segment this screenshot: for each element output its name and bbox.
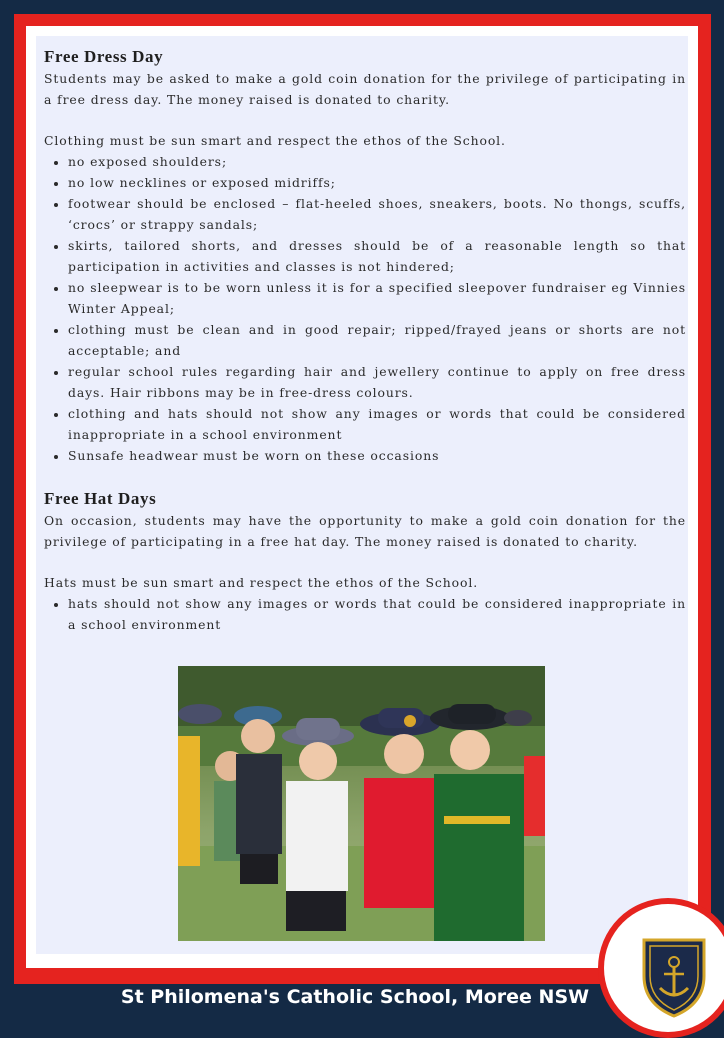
list-item: • clothing must be clean and in good repair; ripped/frayed jeans or shorts are not acceptable; and — [68, 319, 686, 361]
section-heading-free-hat-days: Free Hat Days — [44, 489, 157, 508]
list-item: • no low necklines or exposed midriffs; — [68, 172, 686, 193]
list-item: • no exposed shoulders; — [68, 151, 686, 172]
free-hat-intro: On occasion, students may have the opportunity to make a gold coin donation for the privilege of participating in a free hat day. The money raised is donated to charity. — [44, 513, 686, 549]
students-in-hats-photo — [178, 666, 545, 941]
list-item: • footwear should be enclosed – flat-heeled shoes, sneakers, boots. No thongs, scuffs, ‘crocs’ or strappy sandals; — [68, 193, 686, 235]
school-crest-badge — [598, 898, 724, 1038]
document-text — [44, 46, 686, 635]
list-item: • hats should not show any images or words that could be considered inappropriate in a school environment — [68, 593, 686, 635]
clothing-rules-list — [44, 151, 686, 466]
list-item: • skirts, tailored shorts, and dresses should be of a reasonable length so that participation in activities and classes is not hindered; — [68, 235, 686, 277]
content-panel — [36, 36, 688, 954]
section-heading-free-dress-day: Free Dress Day — [44, 47, 164, 66]
clothing-rule-lead: Clothing must be sun smart and respect the ethos of the School. — [44, 133, 506, 148]
footer-school-name: St Philomena's Catholic School, Moree NSW — [120, 986, 590, 1008]
free-dress-intro: Students may be asked to make a gold coin donation for the privilege of participating in a free dress day. The money raised is donated to charity. — [44, 71, 686, 107]
hat-rules-list — [44, 593, 686, 635]
list-item: • no sleepwear is to be worn unless it is for a specified sleepover fundraiser eg Vinnies Winter Appeal; — [68, 277, 686, 319]
list-item: • regular school rules regarding hair and jewellery continue to apply on free dress days. Hair ribbons may be in free-dress colours. — [68, 361, 686, 403]
shield-anchor-icon — [604, 904, 724, 1032]
hat-rule-lead: Hats must be sun smart and respect the ethos of the School. — [44, 575, 479, 590]
list-item: • clothing and hats should not show any images or words that could be considered inappropriate in a school environment — [68, 403, 686, 445]
list-item: • Sunsafe headwear must be worn on these occasions — [68, 445, 686, 466]
